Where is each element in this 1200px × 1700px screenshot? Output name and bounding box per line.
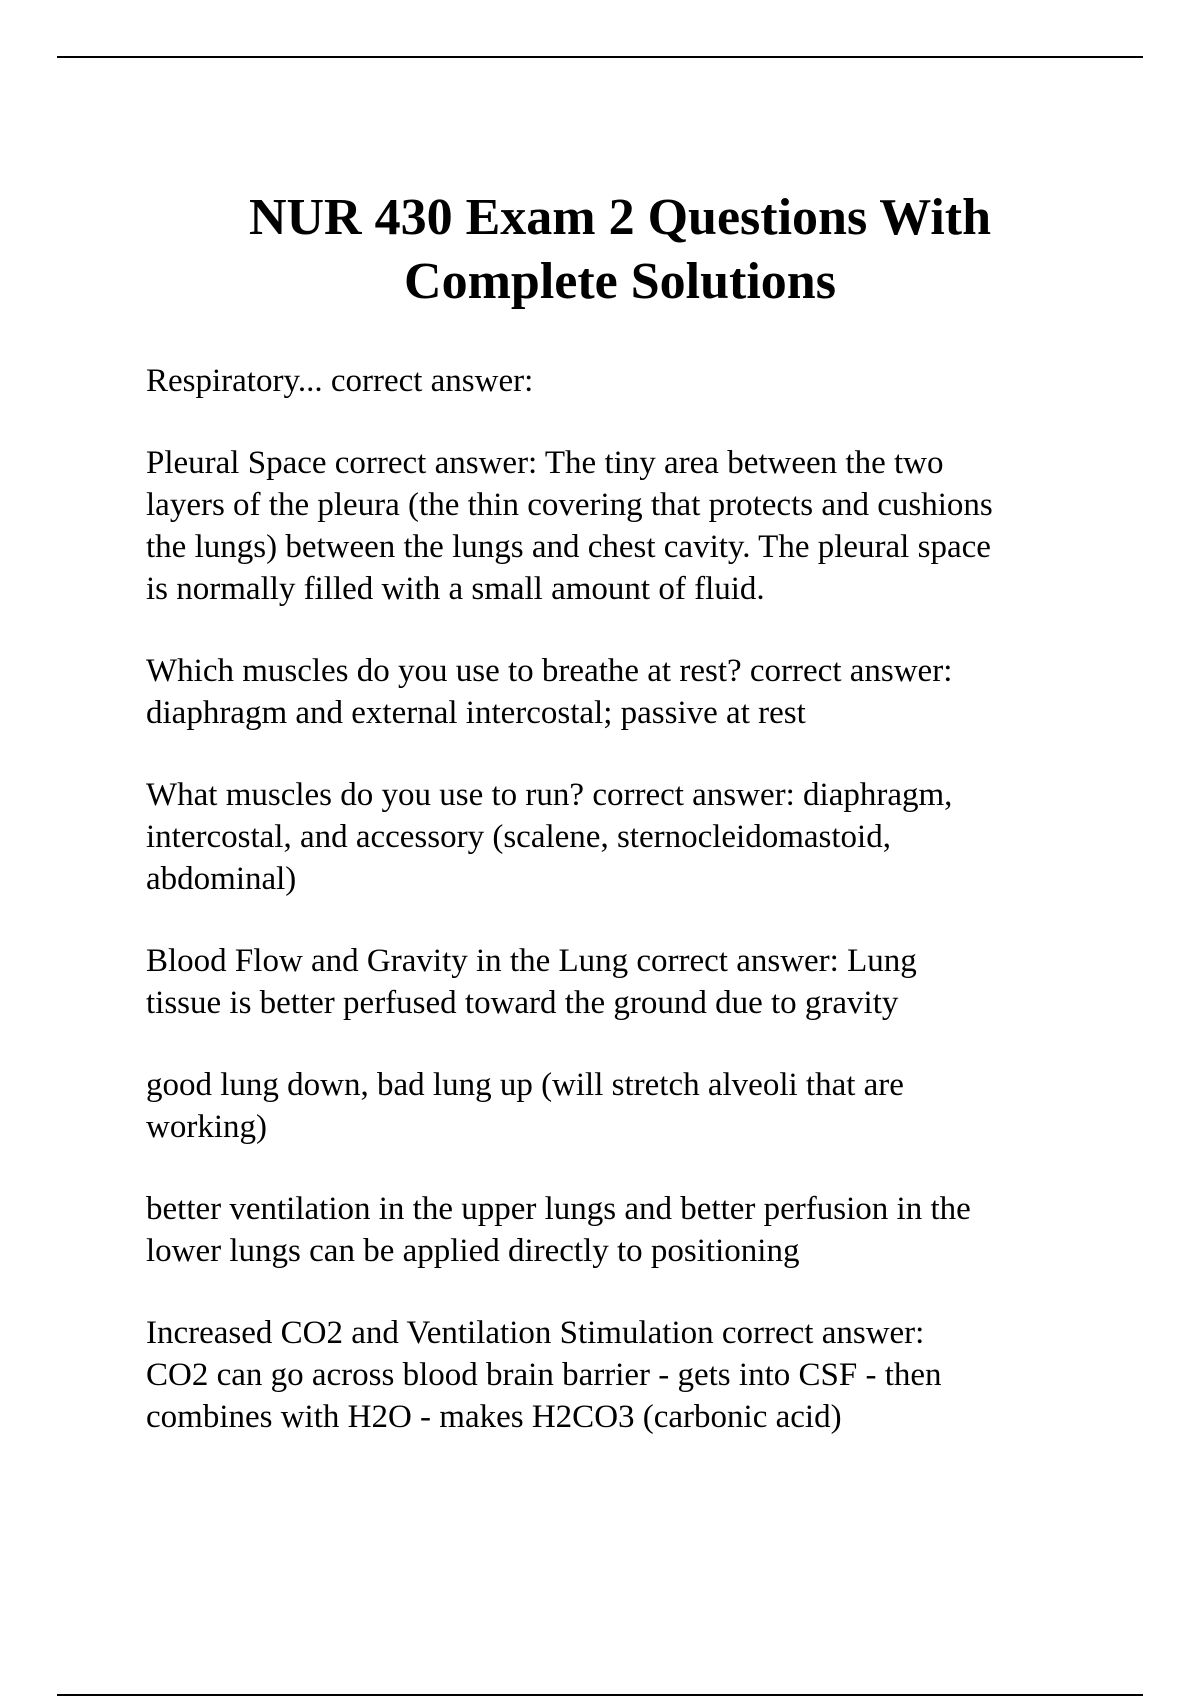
text-line: tissue is better perfused toward the ground due to gravity xyxy=(146,985,899,1021)
paragraph-pleural-space xyxy=(146,442,1106,610)
text-line: Increased CO2 and Ventilation Stimulation correct answer: xyxy=(146,1315,925,1351)
paragraph-respiratory xyxy=(146,360,1106,402)
text-line: better ventilation in the upper lungs and better perfusion in the xyxy=(146,1191,971,1227)
text-line: good lung down, bad lung up (will stretch alveoli that are xyxy=(146,1067,904,1103)
text-line: abdominal) xyxy=(146,861,297,897)
text-line: the lungs) between the lungs and chest cavity. The pleural space xyxy=(146,529,991,565)
text-line: layers of the pleura (the thin covering that protects and cushions xyxy=(146,487,993,523)
title-line: Complete Solutions xyxy=(404,253,836,310)
paragraph-muscles-run xyxy=(146,774,1106,900)
paragraph-good-lung-down xyxy=(146,1064,1106,1148)
text-line: Blood Flow and Gravity in the Lung correct answer: Lung xyxy=(146,943,917,979)
text-line: combines with H2O - makes H2CO3 (carbonic acid) xyxy=(146,1399,842,1435)
text-line: Respiratory... correct answer: xyxy=(146,363,534,399)
text-line: working) xyxy=(146,1109,267,1145)
paragraph-co2-ventilation xyxy=(146,1312,1106,1438)
text-line: What muscles do you use to run? correct answer: diaphragm, xyxy=(146,777,953,813)
text-line: diaphragm and external intercostal; passive at rest xyxy=(146,695,806,731)
text-line: lower lungs can be applied directly to positioning xyxy=(146,1233,800,1269)
paragraph-breathe-at-rest xyxy=(146,650,1106,734)
paragraph-blood-flow-gravity xyxy=(146,940,1106,1024)
bottom-divider xyxy=(57,1694,1143,1696)
text-line: intercostal, and accessory (scalene, sternocleidomastoid, xyxy=(146,819,891,855)
text-line: Pleural Space correct answer: The tiny area between the two xyxy=(146,445,944,481)
title-line: NUR 430 Exam 2 Questions With xyxy=(248,189,992,246)
document-body xyxy=(146,360,1106,1478)
top-divider xyxy=(57,56,1143,58)
text-line: Which muscles do you use to breathe at rest? correct answer: xyxy=(146,653,953,689)
page-title xyxy=(120,186,1120,314)
paragraph-ventilation-perfusion xyxy=(146,1188,1106,1272)
text-line: is normally filled with a small amount of fluid. xyxy=(146,571,765,607)
text-line: CO2 can go across blood brain barrier - gets into CSF - then xyxy=(146,1357,942,1393)
